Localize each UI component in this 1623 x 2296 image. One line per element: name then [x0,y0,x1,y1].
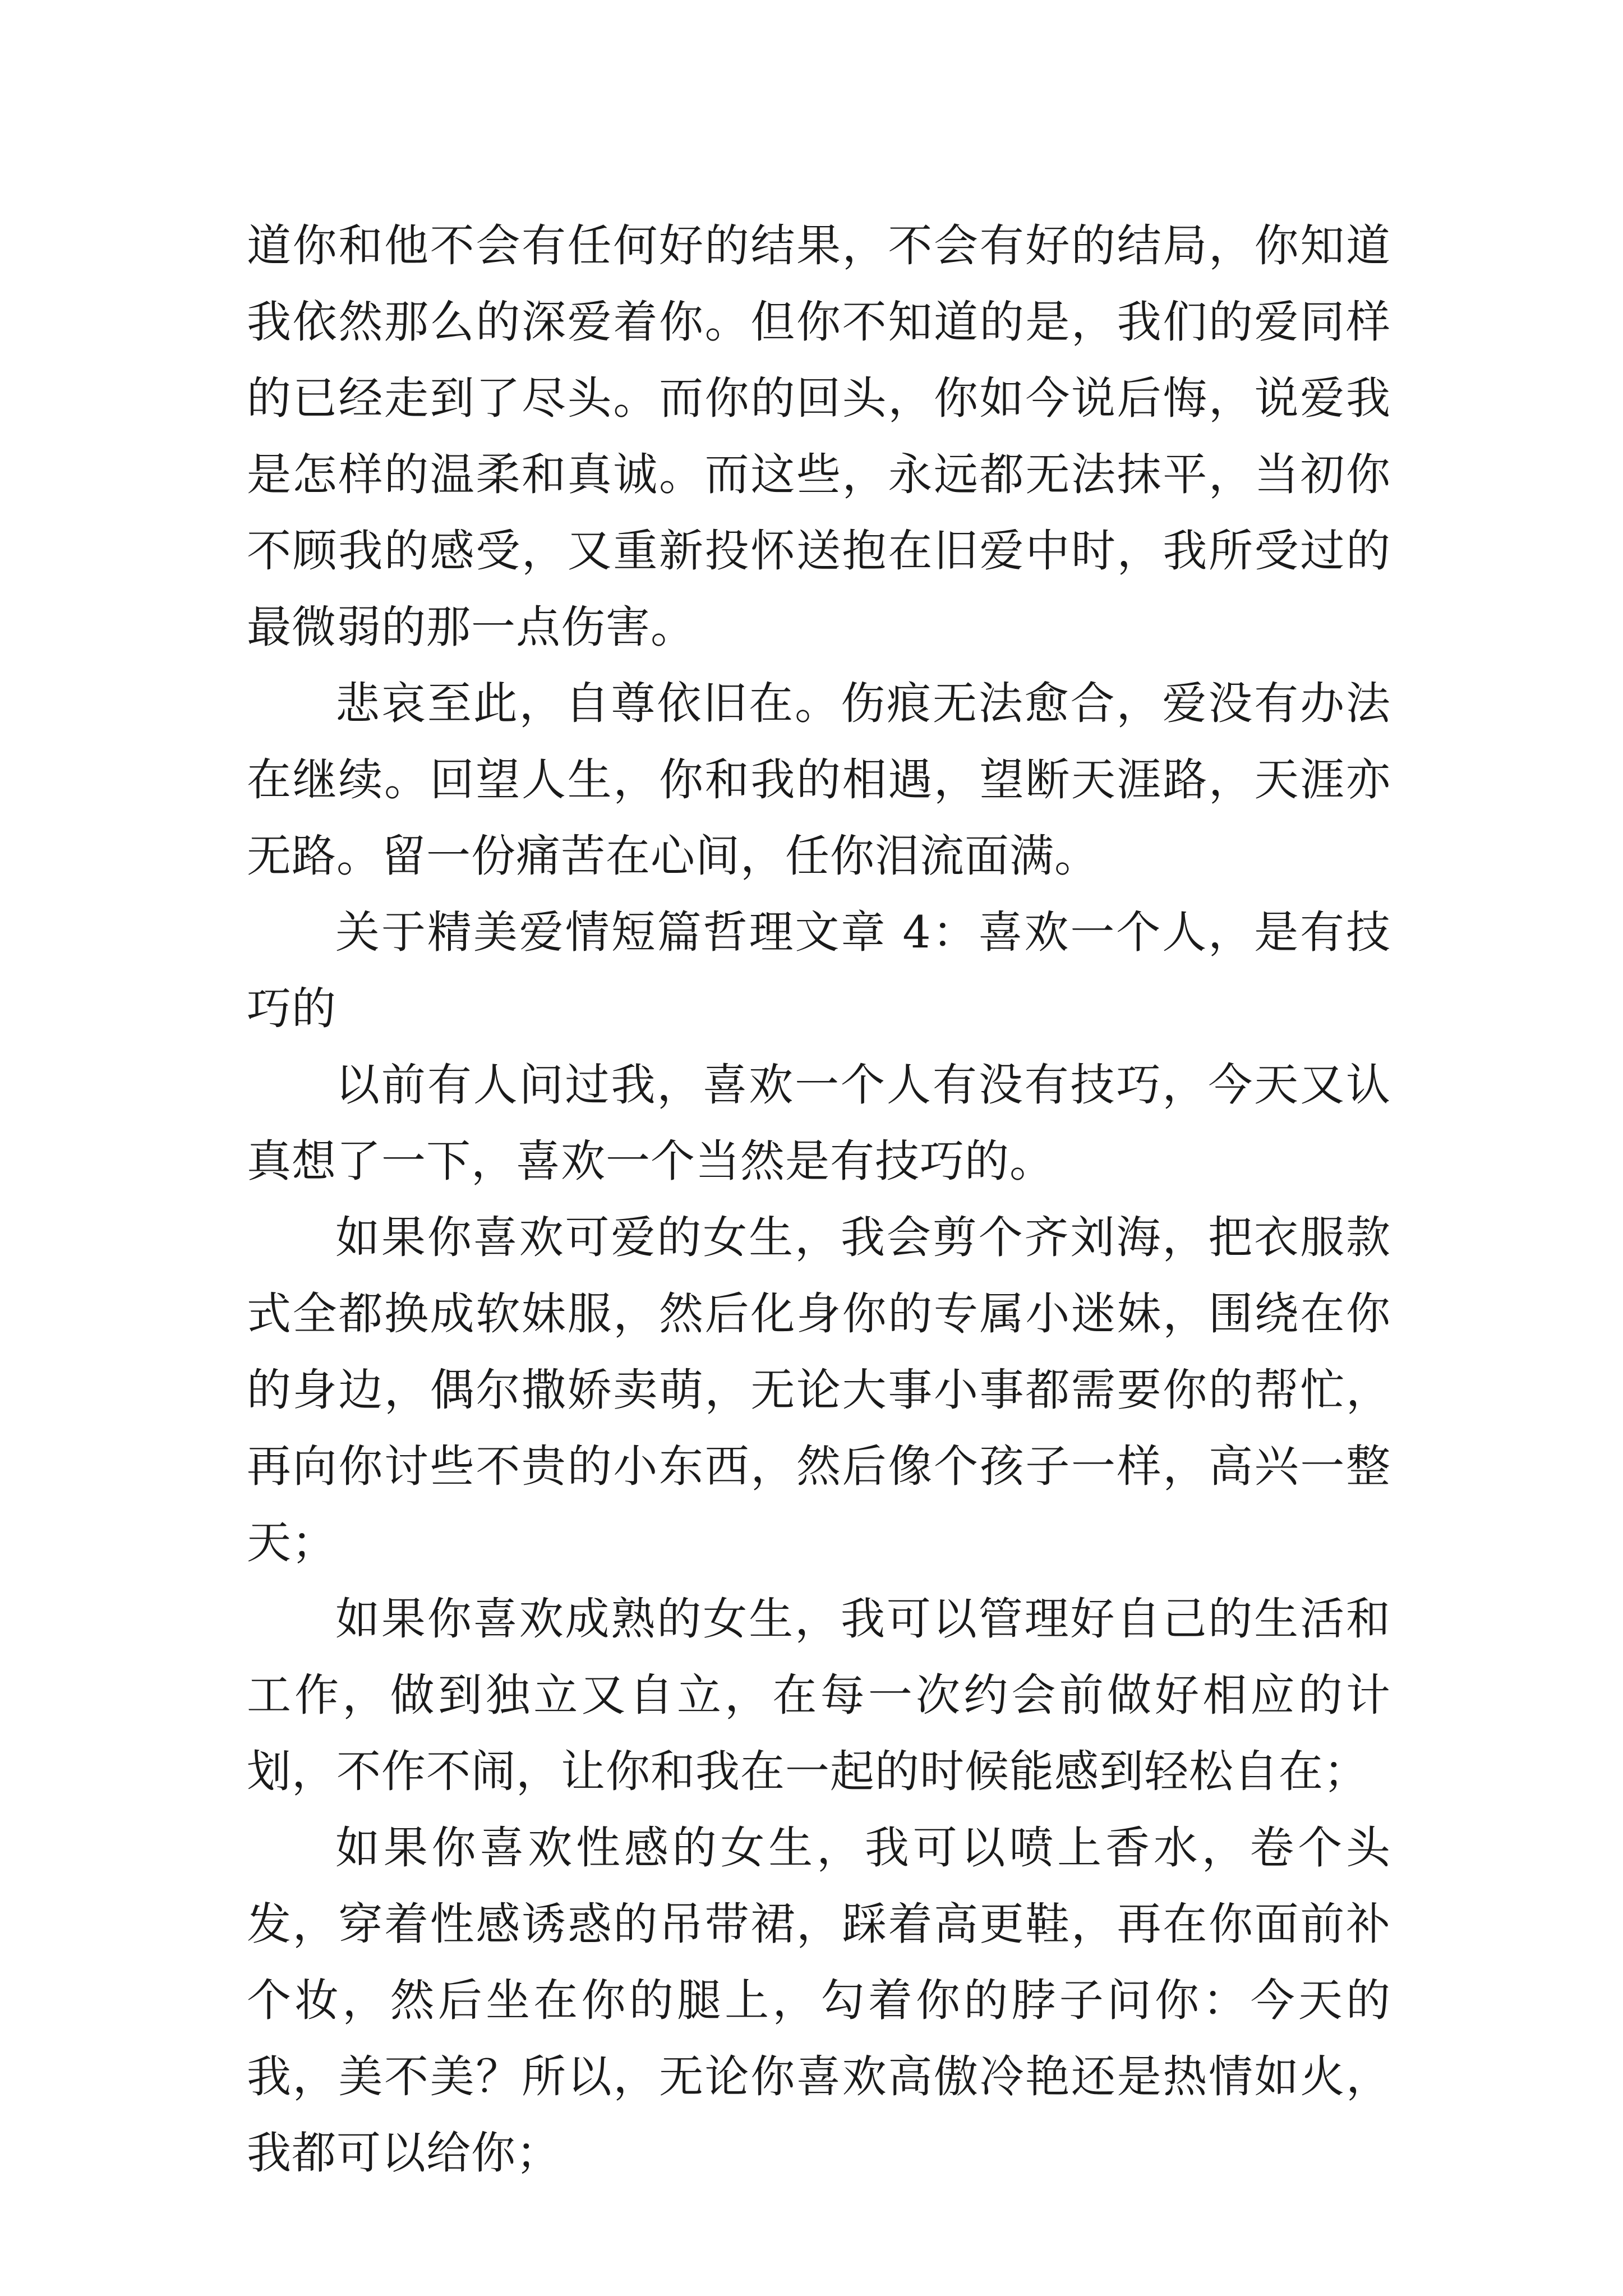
section-heading: 关于精美爱情短篇哲理文章 4：喜欢一个人，是有技巧的 [247,907,1391,1034]
paragraph: 道你和他不会有任何好的结果，不会有好的结局，你知道我依然那么的深爱着你。但你不知道的是，我们的爱同样的已经走到了尽头。而你的回头，你如今说后悔，说爱我是怎样的温柔和真诚。而这些，永远都无法抹平，当初你不顾我的感受，又重新投怀送抱在旧爱中时，我所受过的最微弱的那一点伤害。 [247,220,1391,653]
paragraph: 如果你喜欢可爱的女生，我会剪个齐刘海，把衣服款式全都换成软妹服，然后化身你的专属小迷妹，围绕在你的身边，偶尔撒娇卖萌，无论大事小事都需要你的帮忙，再向你讨些不贵的小东西，然后像个孩子一样，高兴一整天； [247,1212,1391,1568]
paragraph: 如果你喜欢成熟的女生，我可以管理好自己的生活和工作，做到独立又自立，在每一次约会前做好相应的计划，不作不闹，让你和我在一起的时候能感到轻松自在； [247,1593,1391,1797]
body-text [247,208,1391,2191]
paragraph: 如果你喜欢性感的女生，我可以喷上香水，卷个头发，穿着性感诱惑的吊带裙，踩着高更鞋，再在你面前补个妆，然后坐在你的腿上，勾着你的脖子问你：今天的我，美不美？所以，无论你喜欢高傲冷艳还是热情如火，我都可以给你； [247,1822,1391,2179]
paragraph: 悲哀至此，自尊依旧在。伤痕无法愈合，爱没有办法在继续。回望人生，你和我的相遇，望断天涯路，天涯亦无路。留一份痛苦在心间，任你泪流面满。 [247,678,1391,882]
paragraph: 以前有人问过我，喜欢一个人有没有技巧，今天又认真想了一下，喜欢一个当然是有技巧的。 [247,1059,1391,1187]
